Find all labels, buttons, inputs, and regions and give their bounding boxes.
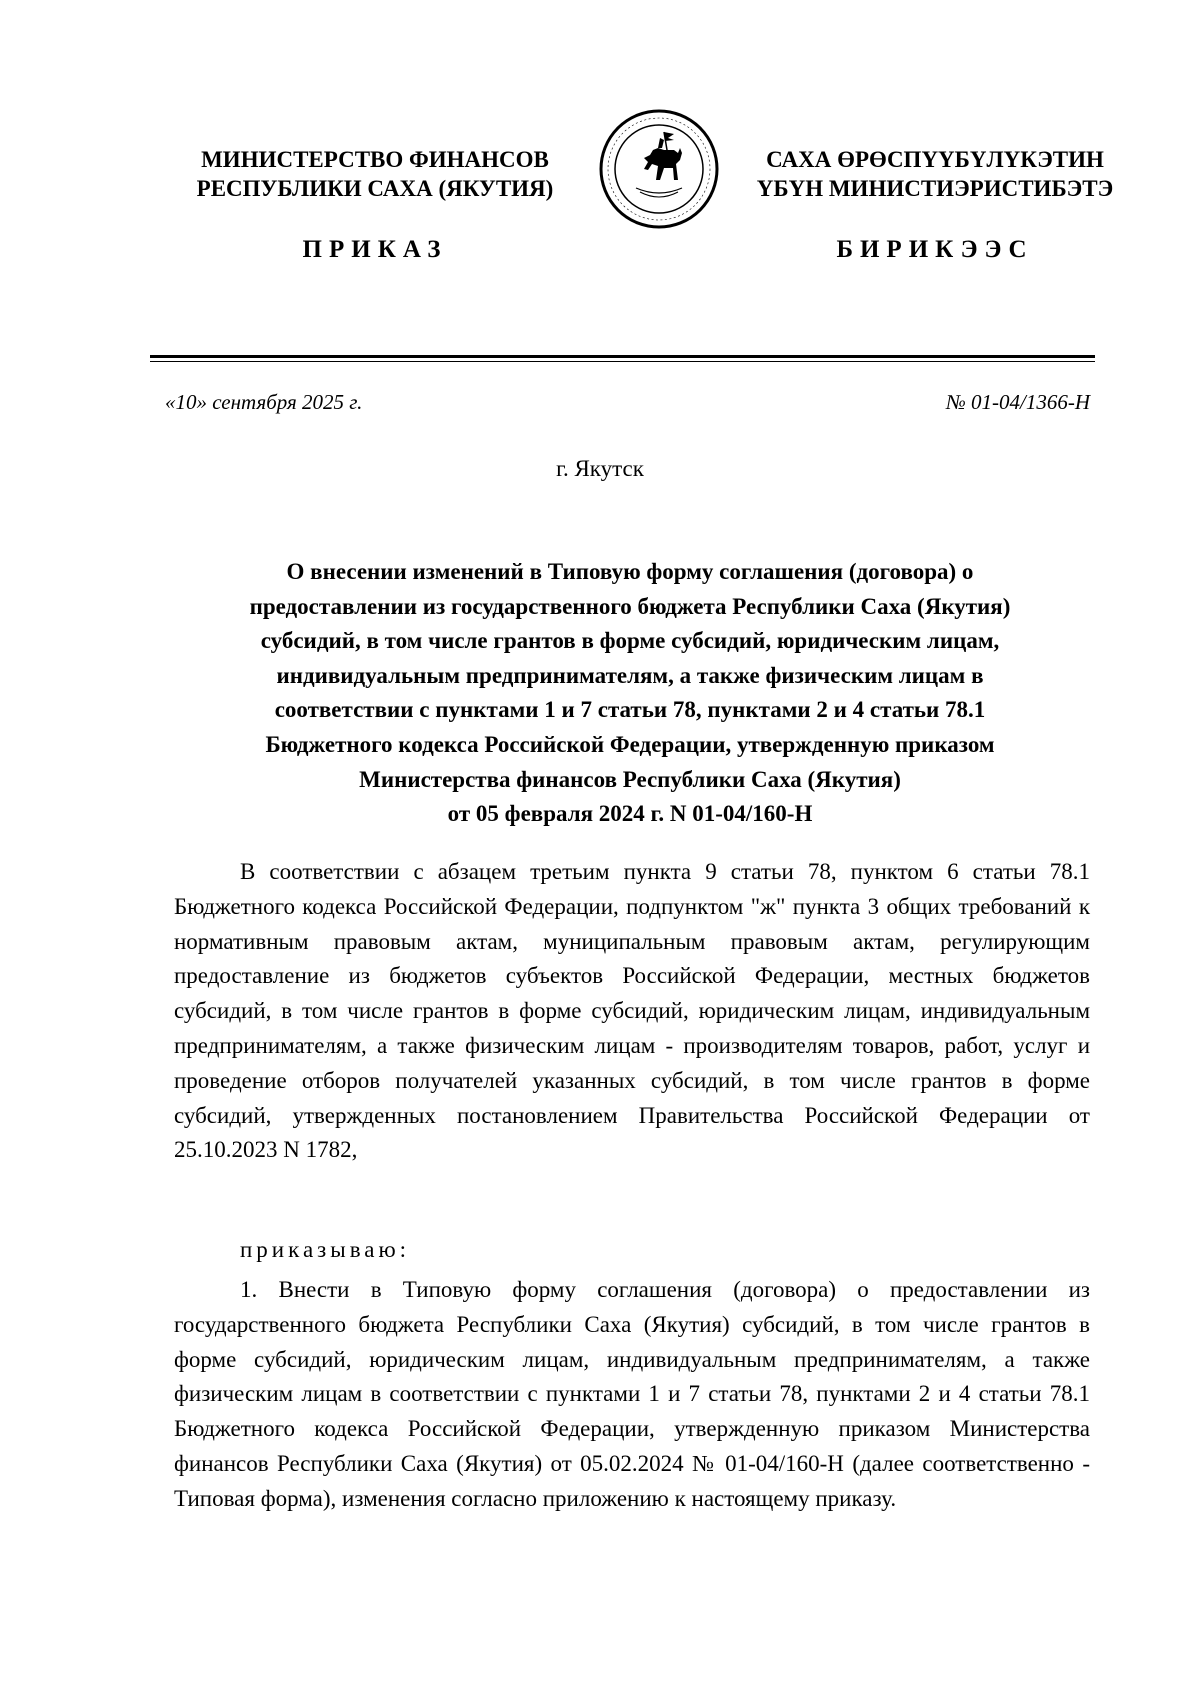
order-city: г. Якутск xyxy=(556,456,644,481)
item-1-paragraph: 1. Внести в Типовую форму соглашения (договора) о предоставлении из государственного бюджета Республики Саха (Якутия) субсидий, в том числе грантов в форме субсидий, юридическим лицам, индивидуальным предпринимателям, а также физическим лицам в соответствии с пунктами 1 и 7 статьи 78, пунктами 2 и 4 статьи 78.1 Бюджетного кодекса Российской Федерации, утвержденную приказом Министерства финансов Республики Саха (Якутия) от 05.02.2024 № 01-04/160-Н (далее соответственно - Типовая форма), изменения согласно приложению к настоящему приказу. xyxy=(174,1277,1090,1511)
header-divider-thick xyxy=(150,355,1095,358)
title-line: от 05 февраля 2024 г. N 01-04/160-Н xyxy=(447,801,813,827)
ministry-name-ru xyxy=(175,145,575,203)
doc-kind-ru: ПРИКАЗ xyxy=(302,236,448,263)
title-line: соответствии с пунктами 1 и 7 статьи 78, пунктами 2 и 4 статьи 78.1 xyxy=(274,697,986,723)
ministry-name-sakha-line1: САХА ӨРӨСПҮҮБҮЛҮКЭТИН xyxy=(766,147,1104,172)
ministry-name-sakha-line2: ҮБҮН МИНИСТИЭРИСТИБЭТЭ xyxy=(756,176,1114,201)
header-divider-thin xyxy=(150,361,1095,362)
order-title xyxy=(165,555,1095,832)
order-word: приказываю: xyxy=(240,1237,411,1262)
title-line: индивидуальным предпринимателям, а также физическим лицам в xyxy=(276,662,984,688)
ministry-name-sakha xyxy=(735,145,1135,203)
ministry-name-ru-line2: РЕСПУБЛИКИ САХА (ЯКУТИЯ) xyxy=(196,176,554,201)
title-line: субсидий, в том числе грантов в форме субсидий, юридическим лицам, xyxy=(260,628,1000,654)
sakha-coat-of-arms-icon xyxy=(598,108,720,230)
doc-kind-sakha: БИРИКЭЭС xyxy=(836,236,1034,263)
title-line: Министерства финансов Республики Саха (Якутия) xyxy=(359,766,901,792)
title-line: О внесении изменений в Типовую форму соглашения (договора) о xyxy=(286,559,974,584)
title-line: предоставлении из государственного бюджета Республики Саха (Якутия) xyxy=(249,593,1011,619)
preamble-paragraph: В соответствии с абзацем третьим пункта 9 статьи 78, пунктом 6 статьи 78.1 Бюджетного кодекса Российской Федерации, подпунктом "ж" пункта 3 общих требований к нормативным правовым актам, муниципальным правовым актам, регулирующим предоставление из бюджетов субъектов Российской Федерации, местных бюджетов субсидий, в том числе грантов в форме субсидий, юридическим лицам, индивидуальным предпринимателям, а также физическим лицам - производителям товаров, работ, услуг и проведение отборов получателей указанных субсидий, в том числе грантов в форме субсидий, утвержденных постановлением Правительства Российской Федерации от 25.10.2023 N 1782, xyxy=(174,859,1090,1163)
order-date: «10» сентября 2025 г. xyxy=(165,390,363,414)
order-number: № 01-04/1366-Н xyxy=(945,390,1090,414)
title-line: Бюджетного кодекса Российской Федерации, утвержденную приказом xyxy=(265,731,995,757)
ministry-name-ru-line1: МИНИСТЕРСТВО ФИНАНСОВ xyxy=(201,147,549,172)
